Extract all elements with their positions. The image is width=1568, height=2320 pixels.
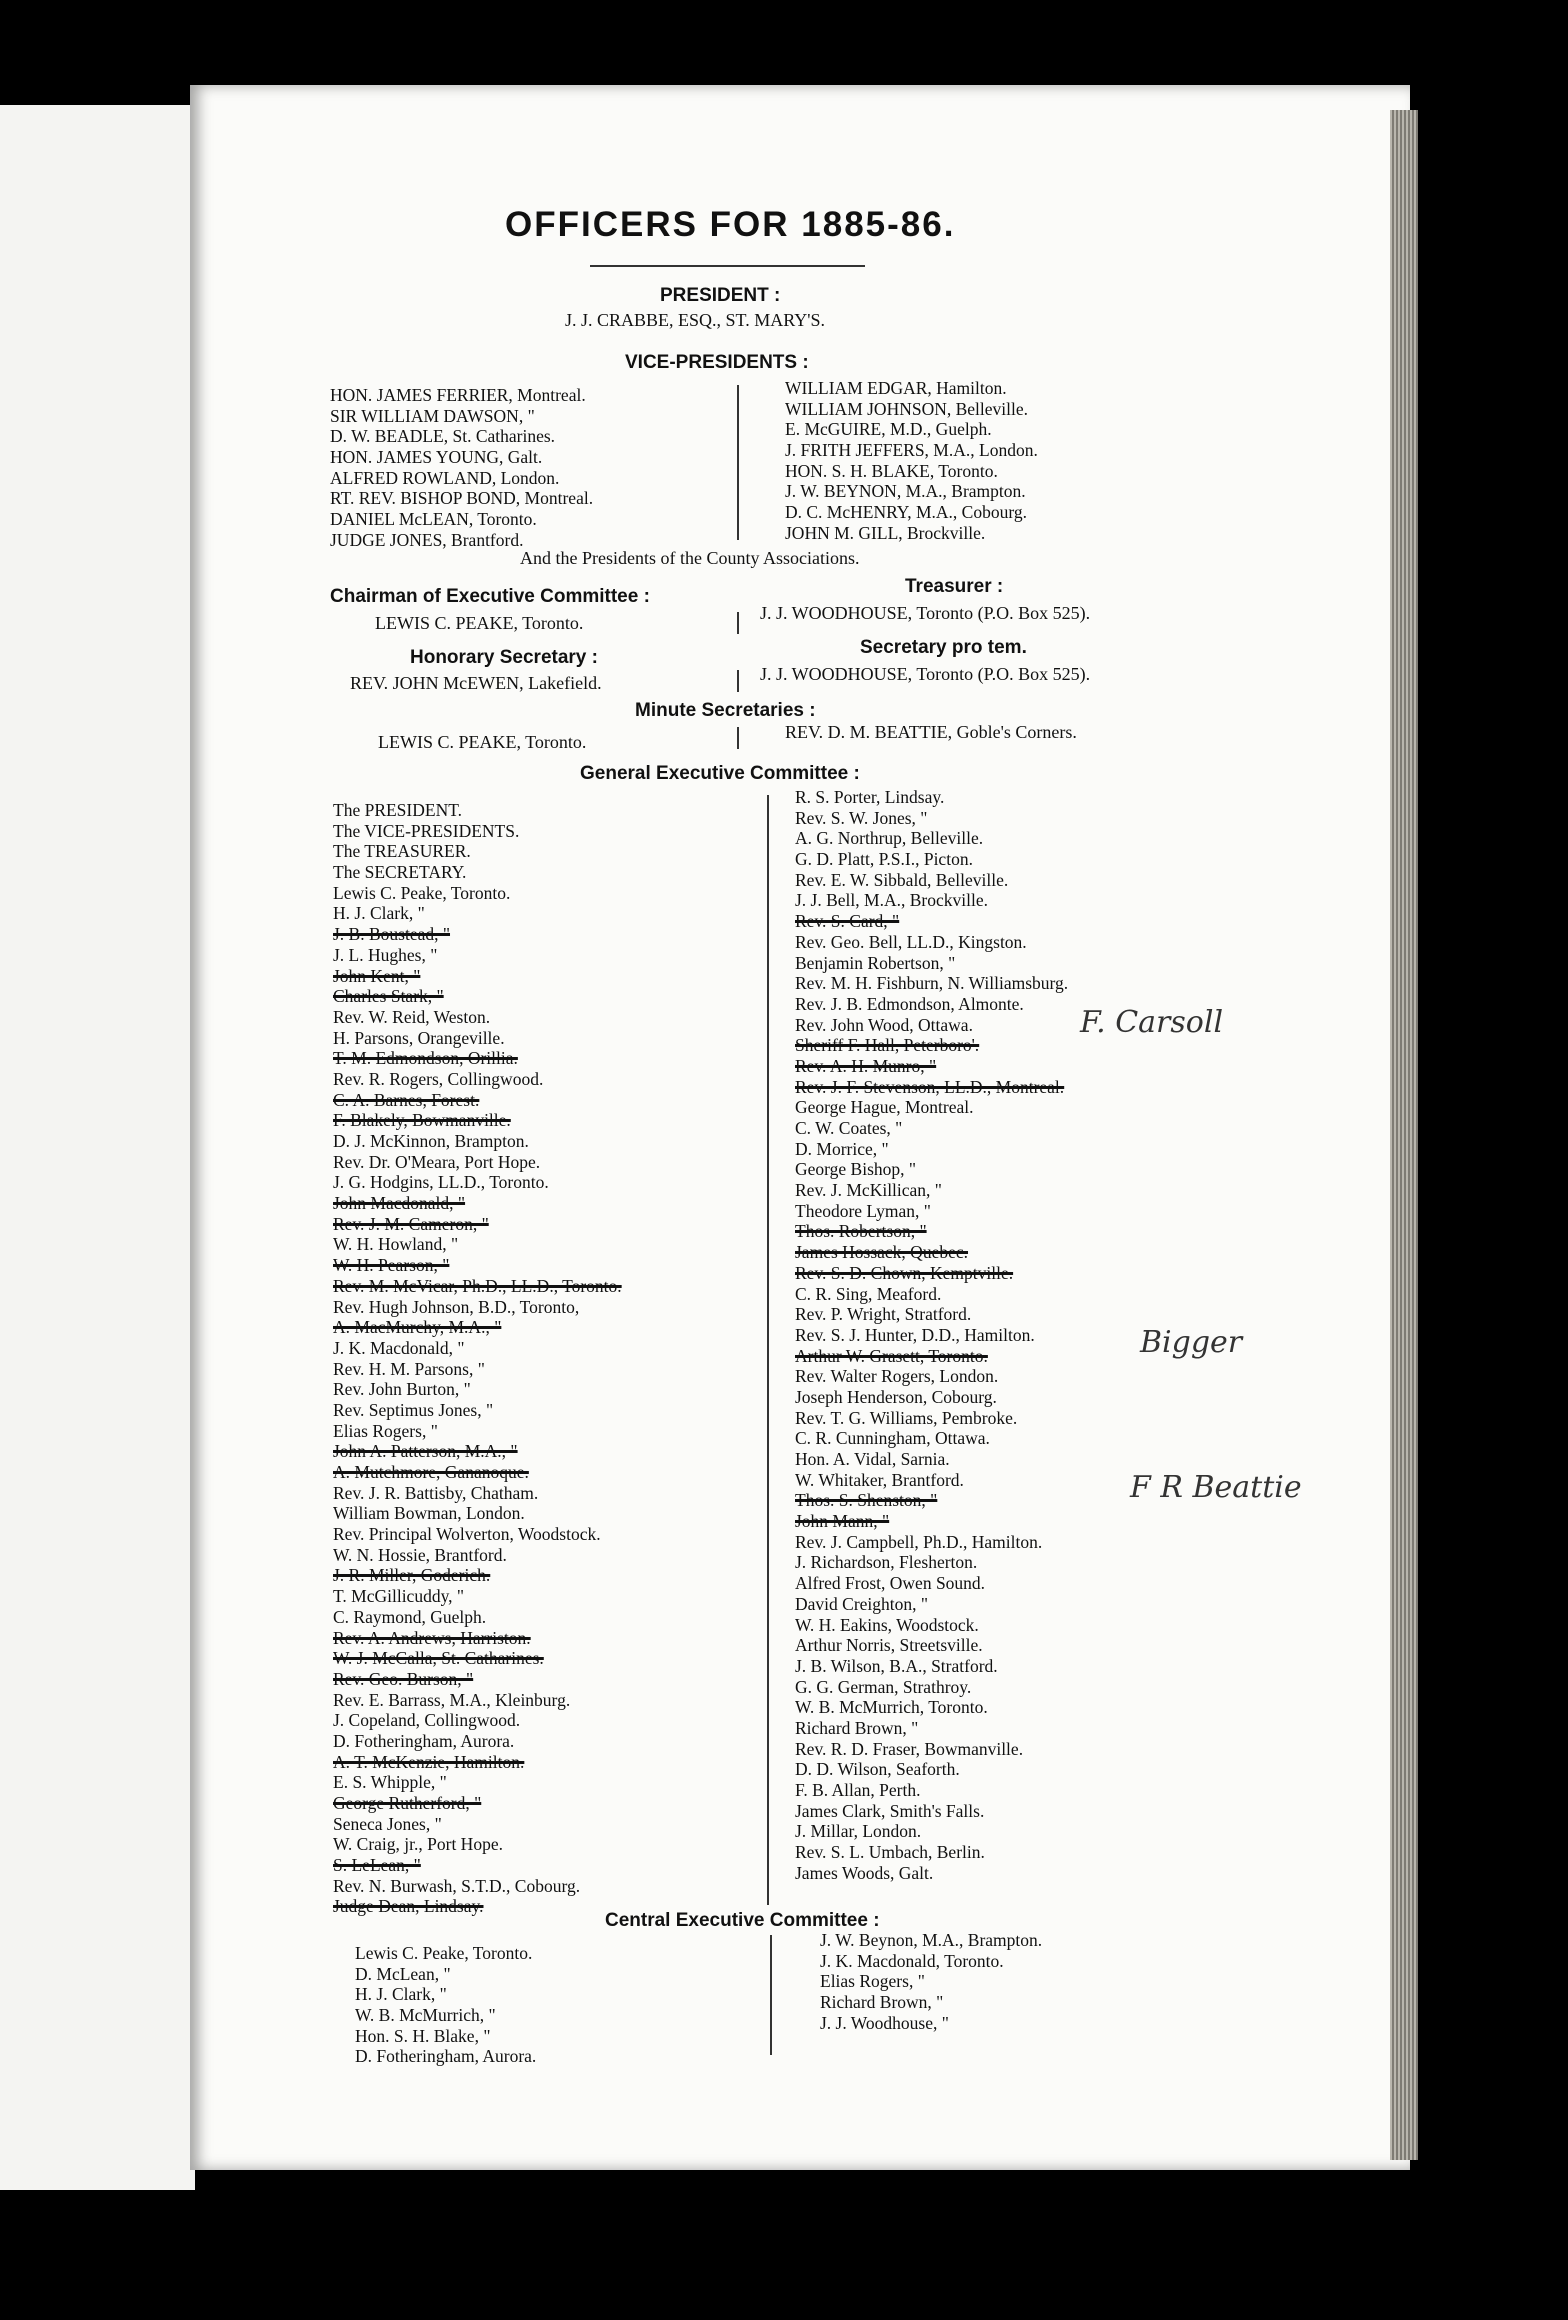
page-edge <box>1390 110 1418 2160</box>
list-item: Rev. N. Burwash, S.T.D., Cobourg. <box>333 1875 581 1896</box>
list-item: A. G. Northrup, Belleville. <box>795 828 984 849</box>
central-committee-left <box>355 1942 536 2066</box>
list-item: Rev. Principal Wolverton, Woodstock. <box>333 1524 601 1545</box>
list-item: W. N. Hossie, Brantford. <box>333 1544 507 1565</box>
vp-note: And the Presidents of the County Associations. <box>520 548 860 568</box>
list-item: Hon. S. H. Blake, " <box>355 2025 491 2046</box>
list-item: E. S. Whipple, " <box>333 1772 447 1793</box>
list-item: George Rutherford, " <box>333 1793 482 1813</box>
list-item: John Kent, " <box>333 965 421 986</box>
list-item: The PRESIDENT. <box>333 800 462 820</box>
list-item: Rev. P. Wright, Stratford. <box>795 1304 972 1325</box>
list-item: D. J. McKinnon, Brampton. <box>333 1131 529 1151</box>
vice-presidents-right <box>785 378 1038 544</box>
page-title: OFFICERS FOR 1885-86. <box>505 205 956 244</box>
list-item: D. Fotheringham, Aurora. <box>333 1730 515 1751</box>
list-item: J. K. Macdonald, " <box>333 1337 465 1358</box>
list-item: John Macdonald, " <box>333 1193 466 1214</box>
list-item: Rev. S. Card, " <box>795 911 900 932</box>
list-item: Rev. Septimus Jones, " <box>333 1399 494 1420</box>
list-item: Rev. J. F. Stevenson, LL.D., Montreal. <box>795 1076 1065 1097</box>
list-item: Rev. Hugh Johnson, B.D., Toronto, <box>333 1296 580 1317</box>
list-item: Rev. John Wood, Ottawa. <box>795 1014 973 1035</box>
list-item: Alfred Frost, Owen Sound. <box>795 1573 986 1594</box>
treasurer-heading: Treasurer : <box>905 576 1004 597</box>
list-item: Rev. R. D. Fraser, Bowmanville. <box>795 1738 1024 1759</box>
list-item: Rev. S. W. Jones, " <box>795 807 928 828</box>
list-item: Charles Stark, " <box>333 986 444 1007</box>
secretary-pro-tem-name: J. J. WOODHOUSE, Toronto (P.O. Box 525). <box>760 664 1091 684</box>
list-item: Judge Dean, Lindsay. <box>333 1896 484 1917</box>
list-item: H. Parsons, Orangeville. <box>333 1027 505 1048</box>
list-item: C. A. Barnes, Forest. <box>333 1089 480 1110</box>
cec-divider <box>770 1935 772 2055</box>
list-item: Rev. E. Barrass, M.A., Kleinburg. <box>333 1689 571 1710</box>
list-item: Lewis C. Peake, Toronto. <box>333 882 511 903</box>
list-item: Rev. W. Reid, Weston. <box>333 1006 491 1027</box>
list-item: Rev. J. R. Battisby, Chatham. <box>333 1482 539 1503</box>
list-item: RT. REV. BISHOP BOND, Montreal. <box>330 488 594 509</box>
handwritten-note-3: F R Beattie <box>1130 1470 1302 1505</box>
vice-presidents-left <box>330 385 593 551</box>
list-item: Seneca Jones, " <box>333 1813 442 1834</box>
central-committee-heading: Central Executive Committee : <box>605 1910 880 1931</box>
list-item: J. K. Macdonald, Toronto. <box>820 1950 1004 1971</box>
list-item: Rev. J. B. Edmondson, Almonte. <box>795 993 1024 1014</box>
list-item: Rev. A. Andrews, Harriston. <box>333 1627 531 1648</box>
list-item: HON. JAMES YOUNG, Galt. <box>330 447 543 468</box>
list-item: F. B. Allan, Perth. <box>795 1780 921 1800</box>
general-committee-heading: General Executive Committee : <box>580 763 860 784</box>
list-item: W. B. McMurrich, " <box>355 2005 496 2026</box>
vp-divider <box>737 385 739 540</box>
list-item: W. H. Pearson, " <box>333 1255 450 1276</box>
vice-presidents-heading: VICE-PRESIDENTS : <box>625 352 809 373</box>
list-item: Benjamin Robertson, " <box>795 952 956 973</box>
list-item: Thos. S. Shenston, " <box>795 1490 938 1511</box>
list-item: D. W. BEADLE, St. Catharines. <box>330 426 556 447</box>
central-committee-right <box>820 1930 1042 2033</box>
list-item: Richard Brown, " <box>795 1717 919 1738</box>
list-item: J. Richardson, Flesherton. <box>795 1552 978 1573</box>
hon-secretary-name: REV. JOHN McEWEN, Lakefield. <box>350 673 602 693</box>
handwritten-note-2: Bigger <box>1140 1325 1243 1360</box>
list-item: J. Copeland, Collingwood. <box>333 1710 521 1731</box>
list-item: Hon. A. Vidal, Sarnia. <box>795 1449 950 1469</box>
list-item: WILLIAM JOHNSON, Belleville. <box>785 398 1029 419</box>
list-item: A. Mutchmore, Gananoque. <box>333 1462 529 1482</box>
list-item: W. H. Eakins, Woodstock. <box>795 1614 979 1635</box>
list-item: Rev. R. Rogers, Collingwood. <box>333 1068 544 1089</box>
president-heading: PRESIDENT : <box>660 285 781 306</box>
list-item: J. W. Beynon, M.A., Brampton. <box>820 1930 1043 1950</box>
list-item: H. J. Clark, " <box>333 903 425 924</box>
list-item: The SECRETARY. <box>333 862 467 883</box>
list-item: A. MacMurchy, M.A., " <box>333 1317 502 1338</box>
list-item: Lewis C. Peake, Toronto. <box>355 1943 533 1963</box>
list-item: James Hossack, Quebec. <box>795 1242 969 1263</box>
list-item: A. T. McKenzie, Hamilton. <box>333 1751 525 1772</box>
president-name: J. J. CRABBE, ESQ., ST. MARY'S. <box>565 310 825 330</box>
list-item: Richard Brown, " <box>820 1992 944 2013</box>
list-item: Theodore Lyman, " <box>795 1200 931 1221</box>
list-item: S. LeLean, " <box>333 1855 421 1876</box>
list-item: Rev. H. M. Parsons, " <box>333 1358 485 1379</box>
list-item: E. McGUIRE, M.D., Guelph. <box>785 419 992 440</box>
list-item: Elias Rogers, " <box>820 1971 925 1992</box>
list-item: ALFRED ROWLAND, London. <box>330 467 560 488</box>
list-item: Arthur Norris, Streetsville. <box>795 1635 983 1656</box>
list-item: JOHN M. GILL, Brockville. <box>785 522 986 543</box>
minute-secretary-left: LEWIS C. PEAKE, Toronto. <box>378 732 587 752</box>
list-item: C. Raymond, Guelph. <box>333 1606 487 1627</box>
gec-divider <box>767 795 769 1905</box>
treasurer-name: J. J. WOODHOUSE, Toronto (P.O. Box 525). <box>760 603 1091 623</box>
list-item: Rev. Walter Rogers, London. <box>795 1366 999 1387</box>
list-item: The TREASURER. <box>333 841 471 862</box>
list-item: T. McGillicuddy, " <box>333 1586 465 1607</box>
list-item: Sheriff F. Hall, Peterboro'. <box>795 1035 980 1056</box>
list-item: W. J. McCalla, St. Catharines. <box>333 1648 544 1669</box>
list-item: D. Morrice, " <box>795 1138 889 1159</box>
hon-secretary-heading: Honorary Secretary : <box>410 647 598 668</box>
list-item: James Woods, Galt. <box>795 1862 934 1883</box>
list-item: C. R. Sing, Meaford. <box>795 1283 942 1304</box>
list-item: JUDGE JONES, Brantford. <box>330 529 524 550</box>
list-item: Rev. J. Campbell, Ph.D., Hamilton. <box>795 1531 1043 1552</box>
handwritten-note-1: F. Carsoll <box>1080 1005 1224 1040</box>
list-item: Rev. Geo. Bell, LL.D., Kingston. <box>795 931 1027 952</box>
list-item: DANIEL McLEAN, Toronto. <box>330 509 537 530</box>
list-item: Rev. T. G. Williams, Pembroke. <box>795 1407 1018 1428</box>
list-item: Thos. Robertson, " <box>795 1221 927 1242</box>
list-item: HON. JAMES FERRIER, Montreal. <box>330 385 586 405</box>
general-committee-left <box>333 800 622 1917</box>
list-item: The VICE-PRESIDENTS. <box>333 820 520 841</box>
list-item: H. J. Clark, " <box>355 1984 447 2005</box>
list-item: SIR WILLIAM DAWSON, " <box>330 405 535 426</box>
divider-3 <box>737 670 739 692</box>
list-item: David Creighton, " <box>795 1593 929 1614</box>
list-item: Rev. J. M. Cameron, " <box>333 1213 489 1234</box>
list-item: G. G. German, Strathroy. <box>795 1676 972 1697</box>
list-item: C. R. Cunningham, Ottawa. <box>795 1428 990 1449</box>
list-item: W. H. Howland, " <box>333 1234 459 1255</box>
list-item: D. C. McHENRY, M.A., Cobourg. <box>785 502 1027 523</box>
list-item: Rev. S. D. Chown, Kemptville. <box>795 1262 1014 1283</box>
divider-2 <box>737 612 739 634</box>
list-item: T. M. Edmondson, Orillia. <box>333 1048 518 1069</box>
divider-4 <box>737 727 739 749</box>
secretary-pro-tem-heading: Secretary pro tem. <box>860 637 1027 658</box>
list-item: J. J. Woodhouse, " <box>820 2012 949 2033</box>
list-item: Rev. E. W. Sibbald, Belleville. <box>795 869 1009 890</box>
list-item: Rev. Geo. Burson, " <box>333 1668 474 1689</box>
list-item: R. S. Porter, Lindsay. <box>795 787 945 807</box>
list-item: Rev. M. McVicar, Ph.D., LL.D., Toronto. <box>333 1275 622 1296</box>
list-item: Elias Rogers, " <box>333 1420 438 1441</box>
list-item: J. R. Miller, Goderich. <box>333 1565 491 1586</box>
title-rule <box>590 265 865 267</box>
list-item: C. W. Coates, " <box>795 1118 903 1138</box>
list-item: George Bishop, " <box>795 1159 917 1180</box>
list-item: D. McLean, " <box>355 1963 451 1984</box>
list-item: Arthur W. Grasett, Toronto. <box>795 1345 988 1366</box>
facing-page <box>0 105 195 2190</box>
list-item: WILLIAM EDGAR, Hamilton. <box>785 378 1007 398</box>
list-item: J. G. Hodgins, LL.D., Toronto. <box>333 1172 549 1193</box>
list-item: John A. Patterson, M.A., " <box>333 1441 518 1462</box>
minute-secretary-right: REV. D. M. BEATTIE, Goble's Corners. <box>785 722 1077 742</box>
general-committee-right <box>795 787 1068 1883</box>
list-item: Rev. Dr. O'Meara, Port Hope. <box>333 1151 541 1172</box>
list-item: James Clark, Smith's Falls. <box>795 1800 985 1821</box>
list-item: W. Whitaker, Brantford. <box>795 1469 964 1490</box>
list-item: George Hague, Montreal. <box>795 1097 974 1118</box>
list-item: Joseph Henderson, Cobourg. <box>795 1386 997 1407</box>
list-item: W. Craig, jr., Port Hope. <box>333 1834 503 1855</box>
list-item: J. L. Hughes, " <box>333 944 438 965</box>
list-item: J. J. Bell, M.A., Brockville. <box>795 890 988 911</box>
minute-secretaries-heading: Minute Secretaries : <box>635 700 816 721</box>
list-item: Rev. S. L. Umbach, Berlin. <box>795 1842 985 1863</box>
list-item: F. Blakely, Bowmanville. <box>333 1110 511 1131</box>
list-item: D. D. Wilson, Seaforth. <box>795 1759 960 1780</box>
list-item: William Bowman, London. <box>333 1503 525 1524</box>
list-item: J. FRITH JEFFERS, M.A., London. <box>785 440 1038 461</box>
list-item: Rev. John Burton, " <box>333 1379 471 1400</box>
list-item: G. D. Platt, P.S.I., Picton. <box>795 849 973 870</box>
list-item: Rev. A. H. Munro, " <box>795 1055 937 1076</box>
list-item: HON. S. H. BLAKE, Toronto. <box>785 460 998 481</box>
chairman-name: LEWIS C. PEAKE, Toronto. <box>375 613 584 633</box>
list-item: Rev. M. H. Fishburn, N. Williamsburg. <box>795 973 1069 994</box>
list-item: John Mann, " <box>795 1511 890 1532</box>
list-item: W. B. McMurrich, Toronto. <box>795 1697 988 1718</box>
chairman-heading: Chairman of Executive Committee : <box>330 586 650 607</box>
list-item: J. B. Wilson, B.A., Stratford. <box>795 1655 998 1676</box>
list-item: J. W. BEYNON, M.A., Brampton. <box>785 481 1026 502</box>
list-item: Rev. S. J. Hunter, D.D., Hamilton. <box>795 1324 1035 1345</box>
list-item: J. Millar, London. <box>795 1821 922 1842</box>
list-item: Rev. J. McKillican, " <box>795 1180 942 1201</box>
list-item: J. B. Boustead, " <box>333 924 451 945</box>
list-item: D. Fotheringham, Aurora. <box>355 2046 537 2067</box>
